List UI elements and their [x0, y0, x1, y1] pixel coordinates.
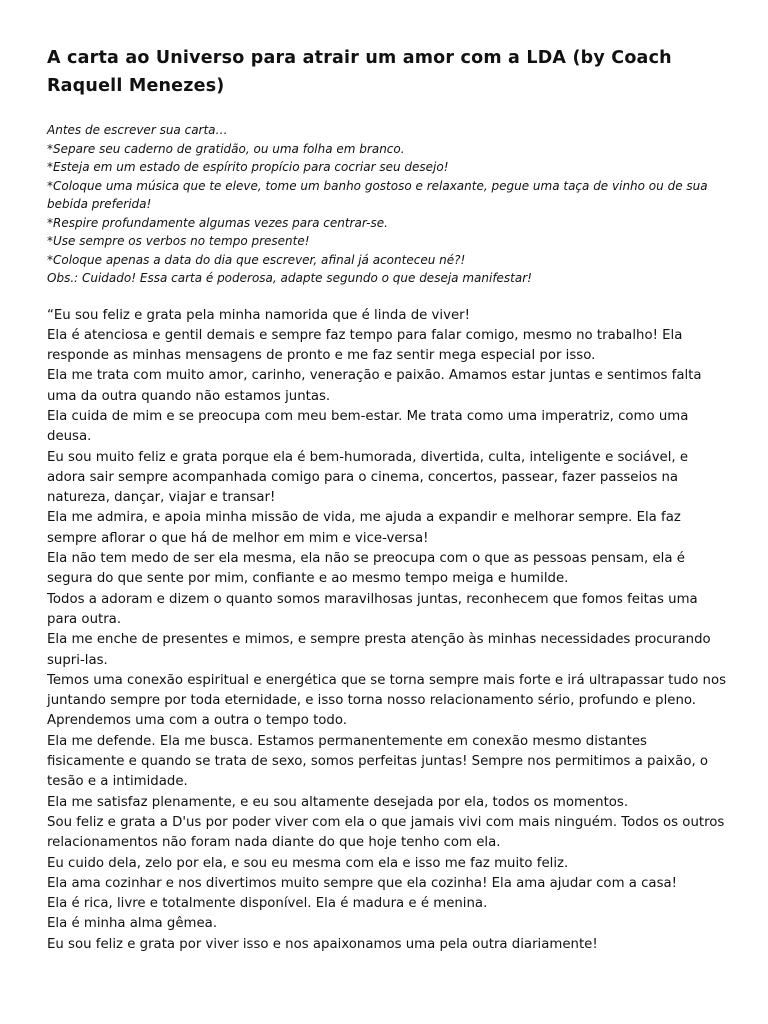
letter-paragraph: Ela me trata com muito amor, carinho, veneração e paixão. Amamos estar juntas e sentimos falta uma da outra quando não estamos juntas. [47, 368, 702, 404]
document-page [47, 44, 727, 955]
instruction-line: *Respire profundamente algumas vezes para centrar-se. [47, 215, 388, 230]
instruction-line: Obs.: Cuidado! Essa carta é poderosa, adapte segundo o que deseja manifestar! [47, 271, 532, 285]
letter-body [47, 306, 727, 956]
letter-paragraph: Ela me satisfaz plenamente, e eu sou altamente desejada por ela, todos os momentos. [47, 794, 629, 810]
instruction-line: Antes de escrever sua carta… [47, 123, 228, 137]
document-title: A carta ao Universo para atrair um amor com a LDA (by Coach Raquell Menezes) [47, 48, 672, 96]
letter-paragraph: Todos a adoram e dizem o quanto somos maravilhosas juntas, reconhecem que fomos feitas uma para outra. [47, 591, 698, 627]
letter-paragraph: Ela é minha alma gêmea. [47, 916, 218, 932]
letter-paragraph: Aprendemos uma com a outra o tempo todo. [47, 713, 347, 729]
letter-paragraph: “Eu sou feliz e grata pela minha namorida que é linda de viver! [47, 307, 470, 323]
letter-paragraph: Temos uma conexão espiritual e energética que se torna sempre mais forte e irá ultrapassar tudo nos juntando sempre por toda eternidade, e isso torna nosso relacionamento sério, profundo e pleno. [47, 672, 727, 709]
letter-paragraph: Ela ama cozinhar e nos divertimos muito sempre que ela cozinha! Ela ama ajudar com a casa! [47, 875, 677, 891]
letter-paragraph: Ela me enche de presentes e mimos, e sempre presta atenção às minhas necessidades procurando supri-las. [47, 632, 711, 668]
letter-paragraph: Ela é rica, livre e totalmente disponível. Ela é madura e é menina. [47, 896, 488, 912]
instruction-line: *Esteja em um estado de espírito propício para cocriar seu desejo! [47, 160, 449, 174]
instruction-line: *Use sempre os verbos no tempo presente! [47, 234, 310, 248]
instruction-line: *Coloque apenas a data do dia que escrever, afinal já aconteceu né?! [47, 252, 466, 267]
letter-paragraph: Ela me admira, e apoia minha missão de vida, me ajuda a expandir e melhorar sempre. Ela faz sempre aflorar o que há de melhor em mim e vice-versa! [47, 510, 681, 546]
letter-paragraph: Eu cuido dela, zelo por ela, e sou eu mesma com ela e isso me faz muito feliz. [47, 855, 569, 871]
letter-paragraph: Ela cuida de mim e se preocupa com meu bem-estar. Me trata como uma imperatriz, como uma deusa. [47, 408, 689, 445]
letter-paragraph: Sou feliz e grata a D'us por poder viver com ela o que jamais vivi com mais ninguém. Todos os outros relacionamentos não foram nada diante do que hoje tenho com ela. [47, 814, 725, 851]
letter-paragraph: Ela me defende. Ela me busca. Estamos permanentemente em conexão mesmo distantes fisicamente e quando se trata de sexo, somos perfeitas juntas! Sempre nos permitimos a paixão, o tesão e a intimidade. [47, 733, 709, 790]
letter-paragraph: Eu sou feliz e grata por viver isso e nos apaixonamos uma pela outra diariamente! [47, 936, 598, 952]
instruction-line: *Separe seu caderno de gratidão, ou uma folha em branco. [47, 141, 405, 156]
letter-paragraph: Ela é atenciosa e gentil demais e sempre faz tempo para falar comigo, mesmo no trabalho! Ela responde as minhas mensagens de pronto e me faz sentir mega especial por isso. [47, 327, 683, 364]
instruction-line: *Coloque uma música que te eleve, tome um banho gostoso e relaxante, pegue uma taça de vinho ou de sua bebida preferida! [47, 178, 708, 211]
letter-paragraph: Eu sou muito feliz e grata porque ela é bem-humorada, divertida, culta, inteligente e sociável, e adora sair sempre acompanhada comigo para o cinema, concertos, passear, fazer passeios na natureza, dançar, viajar e transar! [47, 449, 689, 506]
letter-paragraph: Ela não tem medo de ser ela mesma, ela não se preocupa com o que as pessoas pensam, ela é segura do que sente por mim, confiante e ao mesmo tempo meiga e humilde. [47, 551, 685, 587]
instructions-block [47, 121, 727, 288]
